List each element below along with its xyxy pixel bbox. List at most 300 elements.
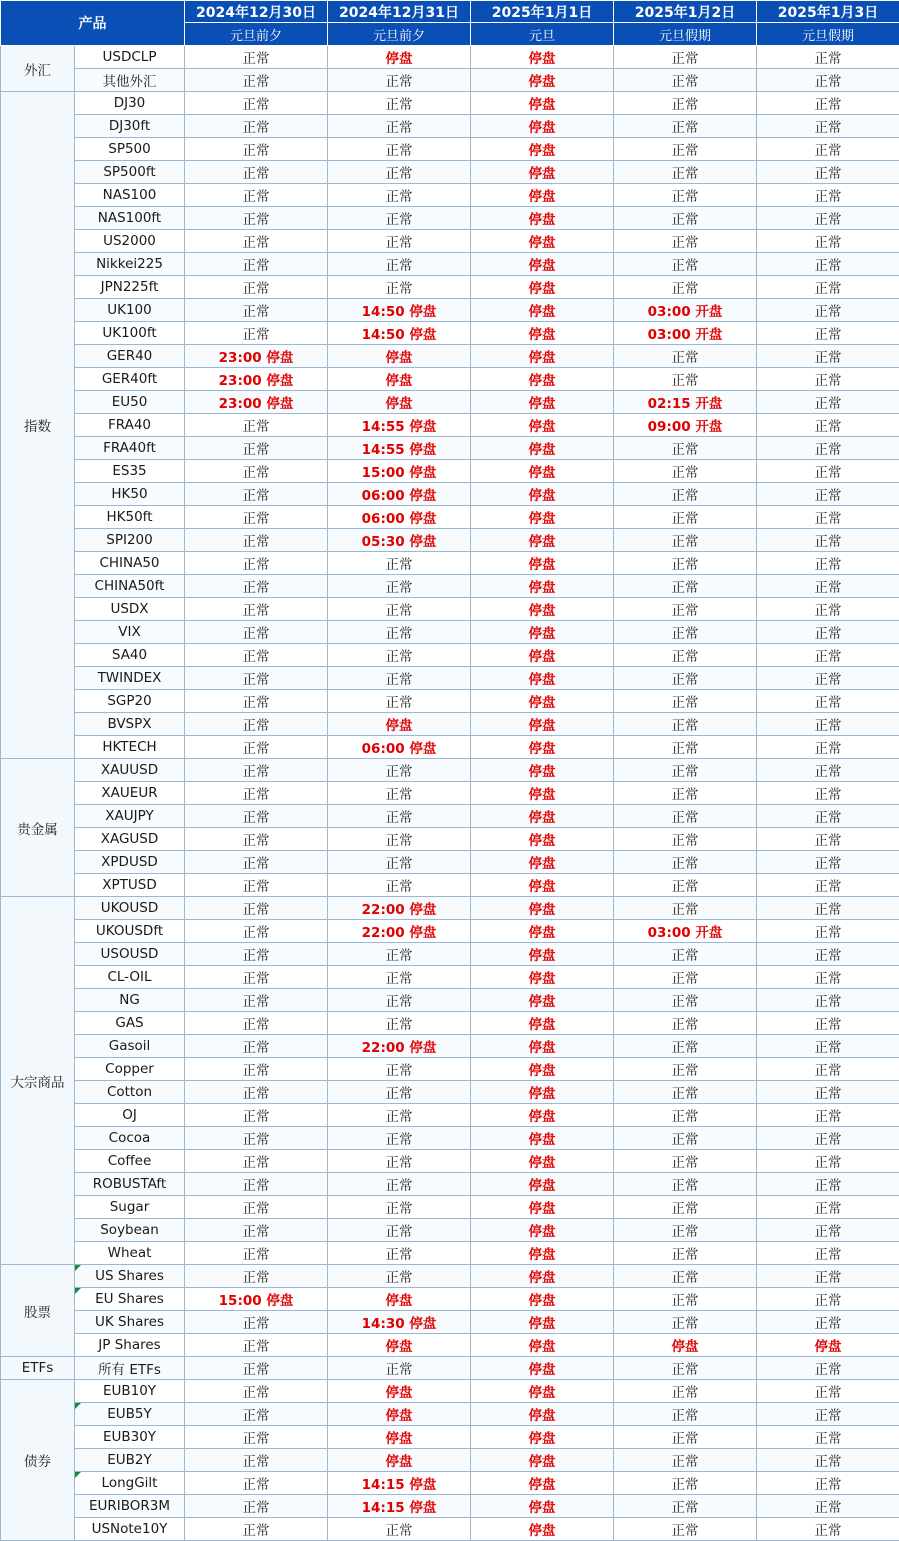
category-cell: 外汇 bbox=[1, 46, 75, 92]
product-cell: USDCLP bbox=[75, 46, 185, 69]
status-cell: 正常 bbox=[185, 1403, 328, 1426]
status-cell: 正常 bbox=[614, 1495, 757, 1518]
product-cell: Soybean bbox=[75, 1219, 185, 1242]
status-cell: 正常 bbox=[757, 1357, 899, 1380]
status-cell: 正常 bbox=[185, 184, 328, 207]
status-cell: 正常 bbox=[757, 161, 899, 184]
table-row bbox=[1, 1311, 899, 1334]
product-cell: SA40 bbox=[75, 644, 185, 667]
product-cell: ROBUSTAft bbox=[75, 1173, 185, 1196]
status-cell: 停盘 bbox=[471, 483, 614, 506]
status-cell: 停盘 bbox=[471, 437, 614, 460]
status-cell: 14:15 停盘 bbox=[328, 1495, 471, 1518]
status-cell: 正常 bbox=[614, 1518, 757, 1541]
status-cell: 正常 bbox=[614, 943, 757, 966]
status-cell: 正常 bbox=[328, 1242, 471, 1265]
table-row bbox=[1, 1150, 899, 1173]
status-cell: 停盘 bbox=[471, 644, 614, 667]
table-row bbox=[1, 966, 899, 989]
status-cell: 正常 bbox=[328, 943, 471, 966]
status-cell: 正常 bbox=[757, 1403, 899, 1426]
status-cell: 正常 bbox=[614, 529, 757, 552]
status-cell: 正常 bbox=[757, 92, 899, 115]
date-header: 2025年1月3日 bbox=[757, 1, 899, 23]
status-cell: 正常 bbox=[185, 1472, 328, 1495]
status-cell: 正常 bbox=[328, 1196, 471, 1219]
status-cell: 正常 bbox=[757, 276, 899, 299]
product-cell: Cocoa bbox=[75, 1127, 185, 1150]
table-row bbox=[1, 1449, 899, 1472]
status-cell: 正常 bbox=[328, 759, 471, 782]
status-cell: 正常 bbox=[328, 1265, 471, 1288]
status-cell: 正常 bbox=[185, 322, 328, 345]
table-row bbox=[1, 437, 899, 460]
status-cell: 停盘 bbox=[471, 1058, 614, 1081]
status-cell: 正常 bbox=[328, 667, 471, 690]
status-cell: 停盘 bbox=[471, 1265, 614, 1288]
product-cell: SGP20 bbox=[75, 690, 185, 713]
status-cell: 正常 bbox=[328, 69, 471, 92]
product-cell: FRA40ft bbox=[75, 437, 185, 460]
product-cell: VIX bbox=[75, 621, 185, 644]
table-row bbox=[1, 1357, 899, 1380]
table-row bbox=[1, 322, 899, 345]
product-cell: DJ30 bbox=[75, 92, 185, 115]
status-cell: 06:00 停盘 bbox=[328, 506, 471, 529]
product-cell: GAS bbox=[75, 1012, 185, 1035]
status-cell: 正常 bbox=[328, 253, 471, 276]
status-cell: 正常 bbox=[614, 483, 757, 506]
status-cell: 停盘 bbox=[471, 805, 614, 828]
status-cell: 正常 bbox=[614, 46, 757, 69]
status-cell: 正常 bbox=[185, 483, 328, 506]
status-cell: 正常 bbox=[185, 253, 328, 276]
status-cell: 22:00 停盘 bbox=[328, 1035, 471, 1058]
status-cell: 正常 bbox=[185, 621, 328, 644]
table-row bbox=[1, 460, 899, 483]
status-cell: 正常 bbox=[757, 207, 899, 230]
status-cell: 停盘 bbox=[471, 736, 614, 759]
status-cell: 正常 bbox=[185, 1334, 328, 1357]
status-cell: 正常 bbox=[614, 368, 757, 391]
status-cell: 正常 bbox=[614, 828, 757, 851]
status-cell: 正常 bbox=[757, 621, 899, 644]
status-cell: 正常 bbox=[185, 1035, 328, 1058]
status-cell: 正常 bbox=[757, 598, 899, 621]
product-cell: Sugar bbox=[75, 1196, 185, 1219]
status-cell: 正常 bbox=[757, 897, 899, 920]
status-cell: 正常 bbox=[757, 1127, 899, 1150]
table-row bbox=[1, 207, 899, 230]
table-row bbox=[1, 805, 899, 828]
status-cell: 正常 bbox=[614, 115, 757, 138]
status-cell: 正常 bbox=[757, 1012, 899, 1035]
table-row bbox=[1, 92, 899, 115]
table-row bbox=[1, 345, 899, 368]
table-row bbox=[1, 276, 899, 299]
status-cell: 正常 bbox=[185, 437, 328, 460]
table-row bbox=[1, 1196, 899, 1219]
status-cell: 正常 bbox=[328, 1150, 471, 1173]
status-cell: 停盘 bbox=[471, 1288, 614, 1311]
table-row bbox=[1, 529, 899, 552]
status-cell: 正常 bbox=[328, 230, 471, 253]
status-cell: 停盘 bbox=[328, 1426, 471, 1449]
product-cell: Coffee bbox=[75, 1150, 185, 1173]
product-cell: XAUJPY bbox=[75, 805, 185, 828]
status-cell: 正常 bbox=[328, 690, 471, 713]
status-cell: 正常 bbox=[185, 690, 328, 713]
status-cell: 正常 bbox=[185, 989, 328, 1012]
status-cell: 正常 bbox=[328, 989, 471, 1012]
product-cell: FRA40 bbox=[75, 414, 185, 437]
status-cell: 正常 bbox=[328, 805, 471, 828]
status-cell: 22:00 停盘 bbox=[328, 897, 471, 920]
category-cell: 股票 bbox=[1, 1265, 75, 1357]
product-cell: US2000 bbox=[75, 230, 185, 253]
status-cell: 正常 bbox=[614, 1242, 757, 1265]
status-cell: 正常 bbox=[757, 782, 899, 805]
status-cell: 正常 bbox=[328, 1127, 471, 1150]
status-cell: 23:00 停盘 bbox=[185, 368, 328, 391]
status-cell: 停盘 bbox=[471, 299, 614, 322]
status-cell: 正常 bbox=[328, 575, 471, 598]
status-cell: 停盘 bbox=[471, 1426, 614, 1449]
product-cell: DJ30ft bbox=[75, 115, 185, 138]
status-cell: 正常 bbox=[185, 92, 328, 115]
table-row bbox=[1, 69, 899, 92]
status-cell: 正常 bbox=[185, 920, 328, 943]
schedule-body bbox=[1, 46, 899, 1541]
status-cell: 正常 bbox=[614, 897, 757, 920]
status-cell: 正常 bbox=[614, 759, 757, 782]
table-row bbox=[1, 1426, 899, 1449]
category-cell: ETFs bbox=[1, 1357, 75, 1380]
status-cell: 停盘 bbox=[471, 529, 614, 552]
status-cell: 14:30 停盘 bbox=[328, 1311, 471, 1334]
table-row bbox=[1, 414, 899, 437]
status-cell: 正常 bbox=[614, 230, 757, 253]
status-cell: 23:00 停盘 bbox=[185, 391, 328, 414]
status-cell: 停盘 bbox=[471, 460, 614, 483]
status-cell: 停盘 bbox=[471, 690, 614, 713]
status-cell: 正常 bbox=[614, 782, 757, 805]
table-row bbox=[1, 1173, 899, 1196]
table-row bbox=[1, 1058, 899, 1081]
status-cell: 06:00 停盘 bbox=[328, 736, 471, 759]
status-cell: 正常 bbox=[614, 874, 757, 897]
status-cell: 正常 bbox=[757, 1150, 899, 1173]
status-cell: 停盘 bbox=[471, 1081, 614, 1104]
status-cell: 正常 bbox=[328, 207, 471, 230]
status-cell: 停盘 bbox=[471, 621, 614, 644]
status-cell: 正常 bbox=[614, 276, 757, 299]
status-cell: 正常 bbox=[614, 1035, 757, 1058]
status-cell: 正常 bbox=[328, 598, 471, 621]
table-row bbox=[1, 1495, 899, 1518]
status-cell: 停盘 bbox=[471, 161, 614, 184]
status-cell: 正常 bbox=[185, 414, 328, 437]
status-cell: 正常 bbox=[757, 230, 899, 253]
category-cell: 指数 bbox=[1, 92, 75, 759]
product-cell: EUB10Y bbox=[75, 1380, 185, 1403]
status-cell: 停盘 bbox=[471, 1150, 614, 1173]
date-header: 2024年12月30日 bbox=[185, 1, 328, 23]
table-row bbox=[1, 552, 899, 575]
status-cell: 正常 bbox=[185, 1518, 328, 1541]
status-cell: 停盘 bbox=[471, 46, 614, 69]
status-cell: 正常 bbox=[757, 437, 899, 460]
status-cell: 正常 bbox=[757, 1265, 899, 1288]
status-cell: 正常 bbox=[757, 920, 899, 943]
status-cell: 停盘 bbox=[471, 1173, 614, 1196]
status-cell: 正常 bbox=[614, 552, 757, 575]
status-cell: 正常 bbox=[757, 667, 899, 690]
product-cell: UK Shares bbox=[75, 1311, 185, 1334]
status-cell: 停盘 bbox=[328, 1403, 471, 1426]
status-cell: 正常 bbox=[185, 667, 328, 690]
status-cell: 正常 bbox=[614, 1150, 757, 1173]
table-row bbox=[1, 598, 899, 621]
table-row bbox=[1, 828, 899, 851]
status-cell: 正常 bbox=[757, 322, 899, 345]
status-cell: 正常 bbox=[185, 713, 328, 736]
status-cell: 正常 bbox=[757, 414, 899, 437]
status-cell: 停盘 bbox=[471, 1242, 614, 1265]
status-cell: 正常 bbox=[757, 1081, 899, 1104]
status-cell: 正常 bbox=[614, 1173, 757, 1196]
status-cell: 停盘 bbox=[328, 1288, 471, 1311]
status-cell: 正常 bbox=[757, 1288, 899, 1311]
status-cell: 正常 bbox=[757, 828, 899, 851]
status-cell: 正常 bbox=[185, 966, 328, 989]
status-cell: 正常 bbox=[185, 1150, 328, 1173]
status-cell: 正常 bbox=[328, 644, 471, 667]
product-cell: US Shares bbox=[75, 1265, 185, 1288]
status-cell: 正常 bbox=[328, 1104, 471, 1127]
status-cell: 正常 bbox=[185, 299, 328, 322]
table-row bbox=[1, 161, 899, 184]
table-row bbox=[1, 644, 899, 667]
status-cell: 正常 bbox=[185, 1127, 328, 1150]
status-cell: 正常 bbox=[757, 552, 899, 575]
status-cell: 正常 bbox=[614, 667, 757, 690]
status-cell: 正常 bbox=[185, 644, 328, 667]
status-cell: 正常 bbox=[757, 529, 899, 552]
product-cell: NAS100 bbox=[75, 184, 185, 207]
date-header: 2025年1月2日 bbox=[614, 1, 757, 23]
status-cell: 停盘 bbox=[328, 1334, 471, 1357]
status-cell: 正常 bbox=[328, 966, 471, 989]
table-row bbox=[1, 1288, 899, 1311]
status-cell: 停盘 bbox=[328, 1380, 471, 1403]
table-row bbox=[1, 483, 899, 506]
status-cell: 正常 bbox=[757, 713, 899, 736]
status-cell: 正常 bbox=[757, 115, 899, 138]
status-cell: 05:30 停盘 bbox=[328, 529, 471, 552]
table-row bbox=[1, 1219, 899, 1242]
status-cell: 正常 bbox=[185, 1449, 328, 1472]
status-cell: 停盘 bbox=[471, 276, 614, 299]
product-cell: UKOUSDft bbox=[75, 920, 185, 943]
status-cell: 停盘 bbox=[471, 506, 614, 529]
status-cell: 停盘 bbox=[471, 138, 614, 161]
status-cell: 正常 bbox=[185, 1196, 328, 1219]
status-cell: 正常 bbox=[614, 460, 757, 483]
status-cell: 正常 bbox=[614, 598, 757, 621]
day-note-header: 元旦假期 bbox=[614, 23, 757, 46]
status-cell: 正常 bbox=[185, 805, 328, 828]
status-cell: 停盘 bbox=[328, 1449, 471, 1472]
status-cell: 正常 bbox=[757, 1242, 899, 1265]
status-cell: 正常 bbox=[185, 138, 328, 161]
status-cell: 停盘 bbox=[471, 1472, 614, 1495]
product-cell: USOUSD bbox=[75, 943, 185, 966]
status-cell: 正常 bbox=[757, 1518, 899, 1541]
status-cell: 正常 bbox=[185, 529, 328, 552]
status-cell: 正常 bbox=[185, 460, 328, 483]
status-cell: 正常 bbox=[614, 989, 757, 1012]
table-row bbox=[1, 1472, 899, 1495]
table-row bbox=[1, 782, 899, 805]
product-cell: SPI200 bbox=[75, 529, 185, 552]
product-cell: Gasoil bbox=[75, 1035, 185, 1058]
status-cell: 正常 bbox=[185, 575, 328, 598]
status-cell: 正常 bbox=[614, 1311, 757, 1334]
status-cell: 停盘 bbox=[471, 184, 614, 207]
status-cell: 正常 bbox=[757, 69, 899, 92]
product-cell: XAGUSD bbox=[75, 828, 185, 851]
status-cell: 正常 bbox=[757, 1104, 899, 1127]
table-row bbox=[1, 506, 899, 529]
product-cell: EU Shares bbox=[75, 1288, 185, 1311]
status-cell: 停盘 bbox=[471, 1311, 614, 1334]
status-cell: 停盘 bbox=[471, 1334, 614, 1357]
status-cell: 停盘 bbox=[471, 828, 614, 851]
table-row bbox=[1, 874, 899, 897]
table-row bbox=[1, 1380, 899, 1403]
status-cell: 03:00 开盘 bbox=[614, 920, 757, 943]
status-cell: 停盘 bbox=[471, 598, 614, 621]
product-cell: NAS100ft bbox=[75, 207, 185, 230]
table-row bbox=[1, 1403, 899, 1426]
table-row bbox=[1, 989, 899, 1012]
table-row bbox=[1, 667, 899, 690]
category-cell: 债券 bbox=[1, 1380, 75, 1541]
status-cell: 正常 bbox=[614, 1219, 757, 1242]
status-cell: 正常 bbox=[185, 736, 328, 759]
status-cell: 停盘 bbox=[471, 1196, 614, 1219]
status-cell: 停盘 bbox=[471, 253, 614, 276]
status-cell: 正常 bbox=[185, 828, 328, 851]
status-cell: 正常 bbox=[185, 1357, 328, 1380]
product-cell: CHINA50 bbox=[75, 552, 185, 575]
status-cell: 正常 bbox=[757, 690, 899, 713]
product-cell: OJ bbox=[75, 1104, 185, 1127]
status-cell: 正常 bbox=[614, 644, 757, 667]
status-cell: 正常 bbox=[185, 207, 328, 230]
status-cell: 正常 bbox=[757, 851, 899, 874]
status-cell: 14:50 停盘 bbox=[328, 322, 471, 345]
status-cell: 停盘 bbox=[471, 713, 614, 736]
status-cell: 停盘 bbox=[471, 1403, 614, 1426]
status-cell: 正常 bbox=[757, 1035, 899, 1058]
product-cell: UK100ft bbox=[75, 322, 185, 345]
status-cell: 停盘 bbox=[471, 575, 614, 598]
status-cell: 停盘 bbox=[471, 391, 614, 414]
status-cell: 正常 bbox=[328, 1173, 471, 1196]
status-cell: 停盘 bbox=[328, 345, 471, 368]
product-cell: HK50 bbox=[75, 483, 185, 506]
status-cell: 停盘 bbox=[471, 345, 614, 368]
status-cell: 正常 bbox=[185, 506, 328, 529]
status-cell: 停盘 bbox=[471, 230, 614, 253]
status-cell: 正常 bbox=[185, 1380, 328, 1403]
product-cell: EUB5Y bbox=[75, 1403, 185, 1426]
product-cell: 所有 ETFs bbox=[75, 1357, 185, 1380]
status-cell: 正常 bbox=[614, 184, 757, 207]
table-row bbox=[1, 1265, 899, 1288]
status-cell: 正常 bbox=[185, 1265, 328, 1288]
table-row bbox=[1, 621, 899, 644]
status-cell: 正常 bbox=[614, 161, 757, 184]
status-cell: 06:00 停盘 bbox=[328, 483, 471, 506]
product-cell: LongGilt bbox=[75, 1472, 185, 1495]
status-cell: 正常 bbox=[757, 1495, 899, 1518]
status-cell: 正常 bbox=[328, 874, 471, 897]
status-cell: 停盘 bbox=[471, 1219, 614, 1242]
status-cell: 正常 bbox=[614, 1403, 757, 1426]
product-cell: XAUEUR bbox=[75, 782, 185, 805]
status-cell: 正常 bbox=[185, 161, 328, 184]
day-note-header: 元旦假期 bbox=[757, 23, 899, 46]
status-cell: 正常 bbox=[328, 1219, 471, 1242]
status-cell: 停盘 bbox=[471, 322, 614, 345]
status-cell: 正常 bbox=[614, 1472, 757, 1495]
status-cell: 正常 bbox=[614, 1058, 757, 1081]
status-cell: 14:55 停盘 bbox=[328, 414, 471, 437]
status-cell: 正常 bbox=[614, 1426, 757, 1449]
status-cell: 正常 bbox=[185, 897, 328, 920]
status-cell: 02:15 开盘 bbox=[614, 391, 757, 414]
status-cell: 03:00 开盘 bbox=[614, 322, 757, 345]
product-cell: SP500ft bbox=[75, 161, 185, 184]
product-cell: ES35 bbox=[75, 460, 185, 483]
product-cell: GER40 bbox=[75, 345, 185, 368]
status-cell: 正常 bbox=[614, 713, 757, 736]
table-row bbox=[1, 299, 899, 322]
status-cell: 正常 bbox=[185, 1012, 328, 1035]
status-cell: 停盘 bbox=[471, 1495, 614, 1518]
table-row bbox=[1, 897, 899, 920]
status-cell: 正常 bbox=[757, 989, 899, 1012]
status-cell: 正常 bbox=[328, 552, 471, 575]
table-row bbox=[1, 1081, 899, 1104]
status-cell: 正常 bbox=[614, 1288, 757, 1311]
table-row bbox=[1, 851, 899, 874]
date-header: 2025年1月1日 bbox=[471, 1, 614, 23]
table-row bbox=[1, 736, 899, 759]
status-cell: 正常 bbox=[757, 46, 899, 69]
status-cell: 正常 bbox=[185, 46, 328, 69]
status-cell: 停盘 bbox=[471, 414, 614, 437]
product-cell: CL-OIL bbox=[75, 966, 185, 989]
status-cell: 正常 bbox=[614, 736, 757, 759]
status-cell: 正常 bbox=[328, 92, 471, 115]
status-cell: 停盘 bbox=[471, 92, 614, 115]
day-note-header: 元旦 bbox=[471, 23, 614, 46]
status-cell: 正常 bbox=[757, 575, 899, 598]
